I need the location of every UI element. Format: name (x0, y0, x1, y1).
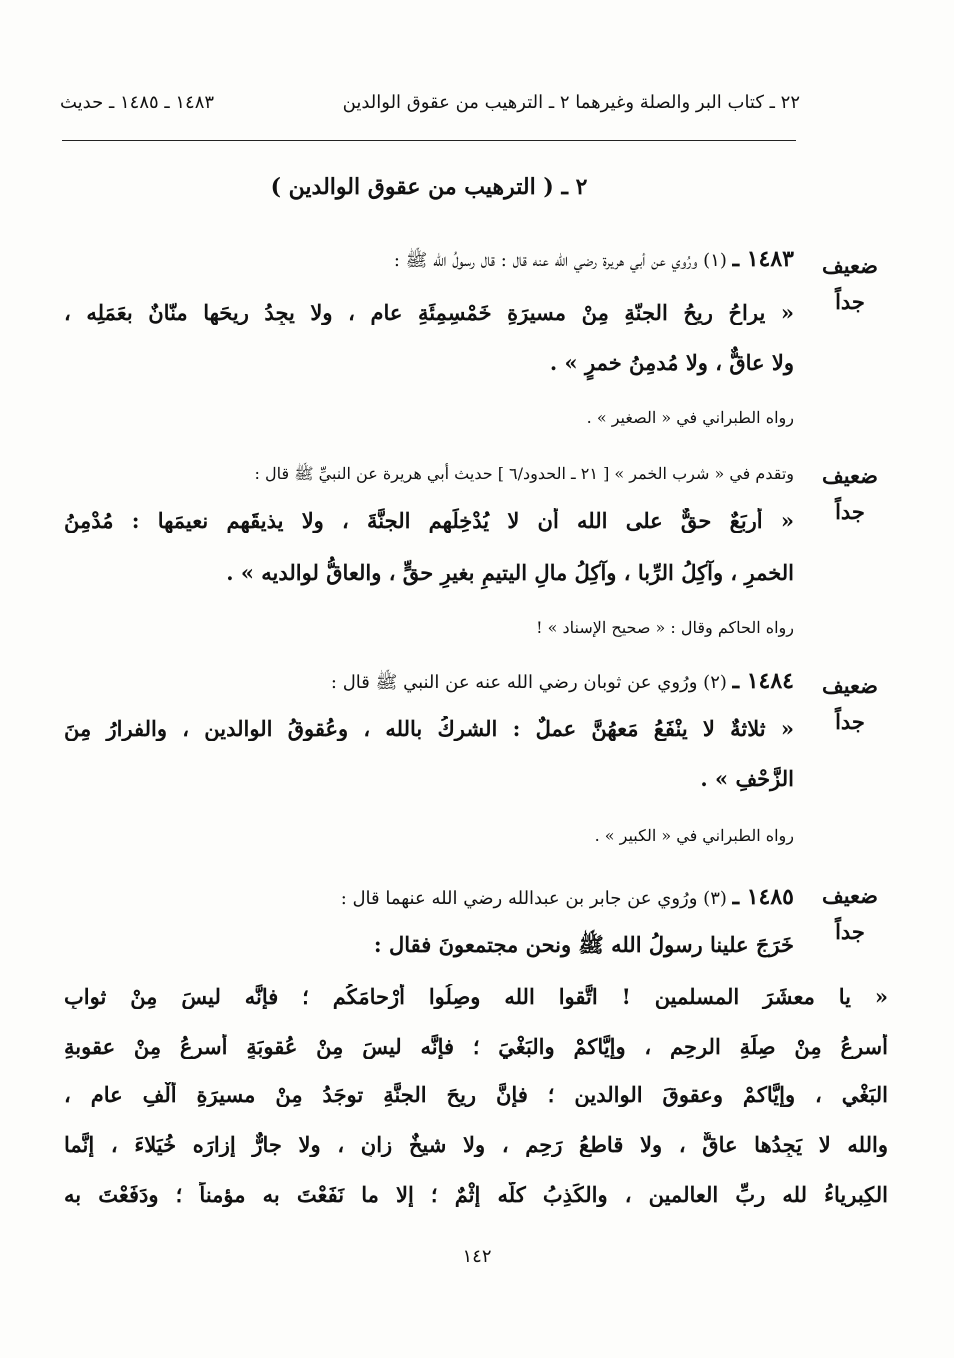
hadith-number: ١٤٨٥ ـ (732, 884, 794, 910)
hadith-text-line: « أربَعٌ حقٌّ على الله أن لا يُدْخِلَهم الجنَّةَ ، ولا يذيقَهم نعيمَها : مُدْمِنُ (64, 508, 794, 533)
hadith-text-line: « ثلاثةٌ لا ينْفَعُ مَعهُنَّ عملٌ : الشركُ بالله ، وعُقوقُ الوالدين ، والفرارُ مِنَ (64, 716, 794, 741)
hadith-intro-text: (١) ورُوي عن أبي هريرة رضي الله عنه قال : قال رسولُ الله ﷺ : (393, 250, 727, 271)
hadith-text-line: الخمرِ ، وآكِلُ الرِّبا ، وآكِلُ مالِ اليتيمِ بغيرِ حقٍّ ، والعاقُّ لوالديه » . (226, 560, 794, 585)
hadith-text-line: الكِبرِياءُ لله ربِّ العالمين ، والكَذِبُ كلُّه إثْمٌ ؛ إلا ما نَفَعْتَ به مؤمناً ؛ ودَفَعْتَ به (64, 1182, 888, 1207)
section-title: ٢ ـ ( الترهيب من عقوق الوالدين ) (270, 174, 588, 200)
hadith-text-line: والله لا يَجِدُها عاقٌّ ، ولا قاطعُ رَحِمٍ ، ولا شيخٌ زانٍ ، ولا جارٌّ إزارَه خُيَلاءَ ، إنَّما (64, 1132, 888, 1157)
hadith-number: ١٤٨٤ ـ (732, 668, 794, 694)
hadith-intro (341, 884, 794, 910)
hadith-intro-text: (٢) ورُوي عن ثوبان رضي الله عنه عن النبي ﷺ قال : (330, 672, 727, 693)
hadith-source: رواه الطبراني في « الصغير » . (586, 408, 794, 427)
hadith-source: رواه الطبراني في « الكبير » . (594, 826, 794, 845)
hadith-text-line: البَغْيِ ، وإيَّاكمْ وعقوقَ الوالدينِ ؛ فإنَّ ريحَ الجنَّةِ توجَدُ مِنْ مسيرَةِ ألْفِ عامٍ ، (64, 1082, 888, 1107)
hadith-source: رواه الحاكم وقال : « صحيح الإسناد » ! (536, 618, 794, 637)
header-divider (62, 140, 796, 141)
header-chapter-title: ٢٢ ـ كتاب البر والصلة وغيرهما ٢ ـ الترهيب من عقوق الوالدين (342, 92, 800, 113)
header-hadith-range: ١٤٨٣ ـ ١٤٨٥ ـ حديث (60, 92, 215, 113)
hadith-text-line: « يا معشَرَ المسلمين ! اتَّقوا الله وصِلُوا أرْحامَكُم ؛ فإنَّه ليسَ مِنْ ثوابٍ (64, 984, 888, 1009)
hadith-text-line: ولا عاقٌّ ، ولا مُدمِنُ خمرٍ » . (549, 350, 794, 375)
hadith-intro: وتقدم في « شرب الخمر » [ ٢١ ـ الحدود/٦ ] حديث أبي هريرة عن النبيِّ ﷺ قال : (254, 464, 794, 483)
grade-label: ضعيف جداً (821, 463, 879, 524)
running-header (60, 92, 800, 124)
hadith-number: ١٤٨٣ ـ (732, 246, 794, 272)
grade-label: ضعيف جداً (821, 883, 879, 944)
grade-label: ضعيف جداً (821, 253, 879, 314)
hadith-text-line: أسرعُ مِنْ صِلَةِ الرحِمِ ، وإيَّاكمْ والبَغْيَ ؛ فإنَّه ليسَ مِنْ عُقوبَةٍ أسرعُ مِنْ عقوبةِ (64, 1034, 888, 1059)
grade-label: ضعيف جداً (821, 673, 879, 734)
hadith-text-line: الزَّحْفِ » . (700, 766, 794, 791)
hadith-text-line: « يراحُ ريحُ الجنّةِ مِنْ مسيرَةِ خَمْسِمِئَةِ عامٍ ، ولا يجِدُ ريحَها منّانٌ بعَمَلِه ، (64, 300, 794, 325)
page-number: ١٤٢ (462, 1246, 492, 1267)
hadith-intro (394, 246, 794, 275)
hadith-intro (331, 668, 794, 697)
hadith-intro-text: (٣) ورُوي عن جابر بن عبدالله رضي الله عنهما قال : (340, 888, 727, 909)
hadith-text-line: خَرَجَ علينا رسولُ الله ﷺ ونحن مجتمعونَ فقال : (373, 932, 794, 957)
